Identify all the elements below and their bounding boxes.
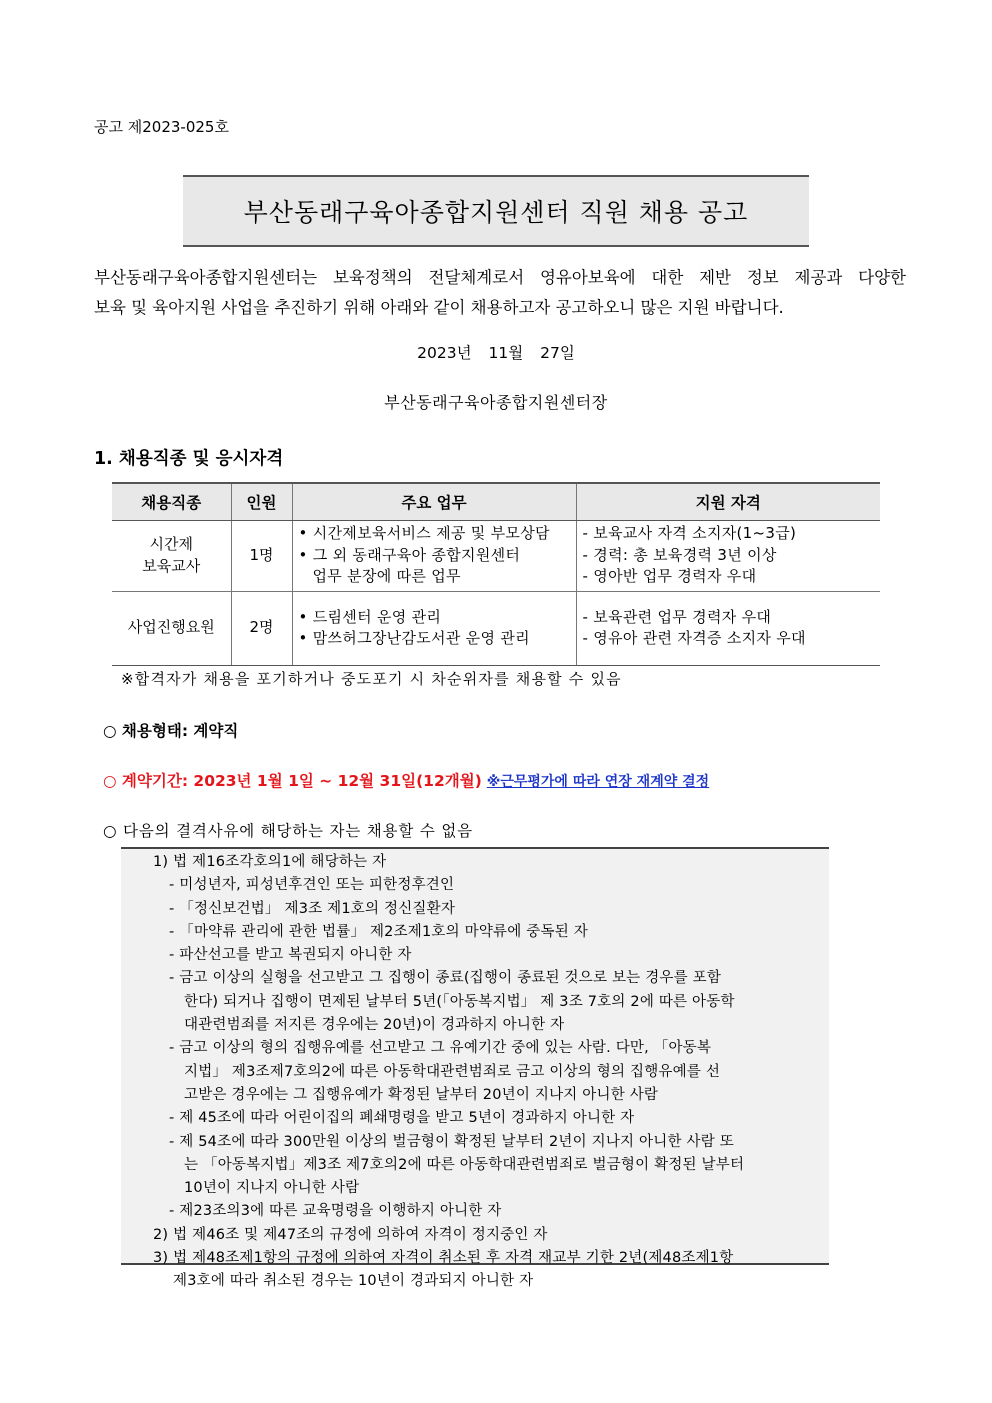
disqualification-item: 제3호에 따라 취소된 경우는 10년이 경과되지 아니한 자	[173, 1273, 534, 1290]
qualification-item: - 보육교사 자격 소지자(1~3급)	[582, 524, 797, 543]
disqualification-item: 3) 법 제48조제1항의 규정에 의하여 자격이 취소된 후 자격 재교부 기한 2년(제48조제1항	[153, 1250, 734, 1267]
title-box	[183, 175, 809, 247]
duty-item: 업무 분장에 따른 업무	[312, 567, 461, 586]
disqualification-item: 고받은 경우에는 그 집행유예가 확정된 날부터 20년이 지나지 아니한 사람	[184, 1086, 659, 1103]
intro-line: 보육 및 육아지원 사업을 추진하기 위해 아래와 같이 채용하고자 공고하오니 많은 지원 바랍니다.	[94, 298, 784, 317]
table-note: ※합격자가 채용을 포기하거나 중도포기 시 차순위자를 채용할 수 있음	[121, 670, 622, 688]
disqualification-item: 는 「아동복지법」제3조 제7호의2에 따른 아동학대관련범죄로 벌금형이 확정된 날부터	[184, 1156, 745, 1173]
intro-paragraph	[94, 263, 906, 323]
qualifications-cell	[576, 520, 880, 591]
disqualification-item: - 파산선고를 받고 복권되지 아니한 자	[169, 947, 412, 964]
table-header-row	[112, 483, 880, 520]
disqualification-box	[121, 847, 829, 1290]
job-title-cell: 사업진행요원	[112, 591, 231, 665]
qualifications-cell	[576, 591, 880, 665]
contract-period: ○ 계약기간: 2023년 1월 1일 ~ 12월 31일(12개월)	[103, 772, 482, 790]
disqualification-item: - 미성년자, 피성년후견인 또는 피한정후견인	[169, 877, 455, 894]
disqualification-item: 10년이 지나지 아니한 사람	[184, 1180, 360, 1197]
qualification-item: - 영아반 업무 경력자 우대	[582, 567, 757, 586]
disqualification-item: 2) 법 제46조 및 제47조의 규정에 의하여 자격이 정지중인 자	[153, 1226, 548, 1243]
table-header: 지원 자격	[576, 483, 880, 520]
issuer: 부산동래구육아종합지원센터장	[384, 393, 608, 412]
job-title-cell	[112, 520, 231, 591]
duty-item: • 시간제보육서비스 제공 및 부모상담	[298, 524, 550, 543]
disqualification-item: 한다) 되거나 집행이 면제된 날부터 5년(「아동복지법」 제 3조 7호의 2에 따른 아동학	[184, 993, 735, 1010]
duties-cell	[292, 520, 576, 591]
duties-cell	[292, 591, 576, 665]
section-heading: 1. 채용직종 및 응시자격	[94, 449, 284, 469]
table-row	[112, 520, 880, 591]
disqualification-item: 지법」 제3조제7호의2에 따른 아동학대관련범죄로 금고 이상의 형의 집행유예를 선	[184, 1063, 721, 1080]
qualification-item: - 영유아 관련 자격증 소지자 우대	[582, 629, 806, 647]
disqualification-item: - 금고 이상의 실형을 선고받고 그 집행이 종료(집행이 종료된 것으로 보는 경우를 포함	[169, 970, 722, 987]
duty-item: • 그 외 동래구육아 종합지원센터	[298, 545, 521, 564]
headcount-cell: 2명	[231, 591, 292, 665]
qualification-item: - 경력: 총 보육경력 3년 이상	[582, 545, 777, 564]
contract-period-line	[103, 769, 709, 791]
disqualification-item: - 제 45조에 따라 어린이집의 폐쇄명령을 받고 5년이 경과하지 아니한 자	[169, 1110, 635, 1127]
intro-line: 부산동래구육아종합지원센터는 보육정책의 전달체계로서 영유아보육에 대한 제반 정보 제공과 다양한	[94, 268, 906, 287]
notice-date: 2023년 11월 27일	[417, 344, 575, 362]
disqualification-intro: ○ 다음의 결격사유에 해당하는 자는 채용할 수 없음	[103, 822, 473, 840]
table-header: 주요 업무	[292, 483, 576, 520]
disqualification-item: - 제 54조에 따라 300만원 이상의 벌금형이 확정된 날부터 2년이 지나지 아니한 사람 또	[169, 1133, 734, 1150]
job-title-line: 시간제	[149, 535, 193, 553]
table-header: 채용직종	[112, 483, 231, 520]
employment-type: ○ 채용형태: 계약직	[103, 722, 239, 740]
disqualification-item: - 금고 이상의 형의 집행유예를 선고받고 그 유예기간 중에 있는 사람. 다만, 「아동복	[169, 1040, 712, 1057]
duty-item: • 드림센터 운영 관리	[298, 607, 442, 626]
table-row	[112, 591, 880, 665]
disqualification-item: 1) 법 제16조각호의1에 해당하는 자	[153, 854, 387, 870]
job-title-line: 보육교사	[142, 556, 201, 575]
table-header: 인원	[231, 483, 292, 520]
contract-note: ※근무평가에 따라 연장 재계약 결정	[486, 774, 710, 790]
disqualification-item: - 제23조의3에 따른 교육명령을 이행하지 아니한 자	[169, 1203, 502, 1220]
recruitment-table	[112, 482, 880, 666]
disqualification-item: 대관련범죄를 저지른 경우에는 20년)이 경과하지 아니한 자	[184, 1017, 565, 1034]
document-title: 부산동래구육아종합지원센터 직원 채용 공고	[243, 198, 749, 227]
qualification-item: - 보육관련 업무 경력자 우대	[582, 607, 772, 626]
notice-number: 공고 제2023-025호	[94, 118, 229, 136]
headcount-cell: 1명	[231, 520, 292, 591]
disqualification-item: - 「마약류 관리에 관한 법률」 제2조제1호의 마약류에 중독된 자	[169, 923, 588, 940]
disqualification-item: - 「정신보건법」 제3조 제1호의 정신질환자	[169, 900, 456, 917]
duty-item: • 맘쓰허그장난감도서관 운영 관리	[298, 629, 530, 647]
